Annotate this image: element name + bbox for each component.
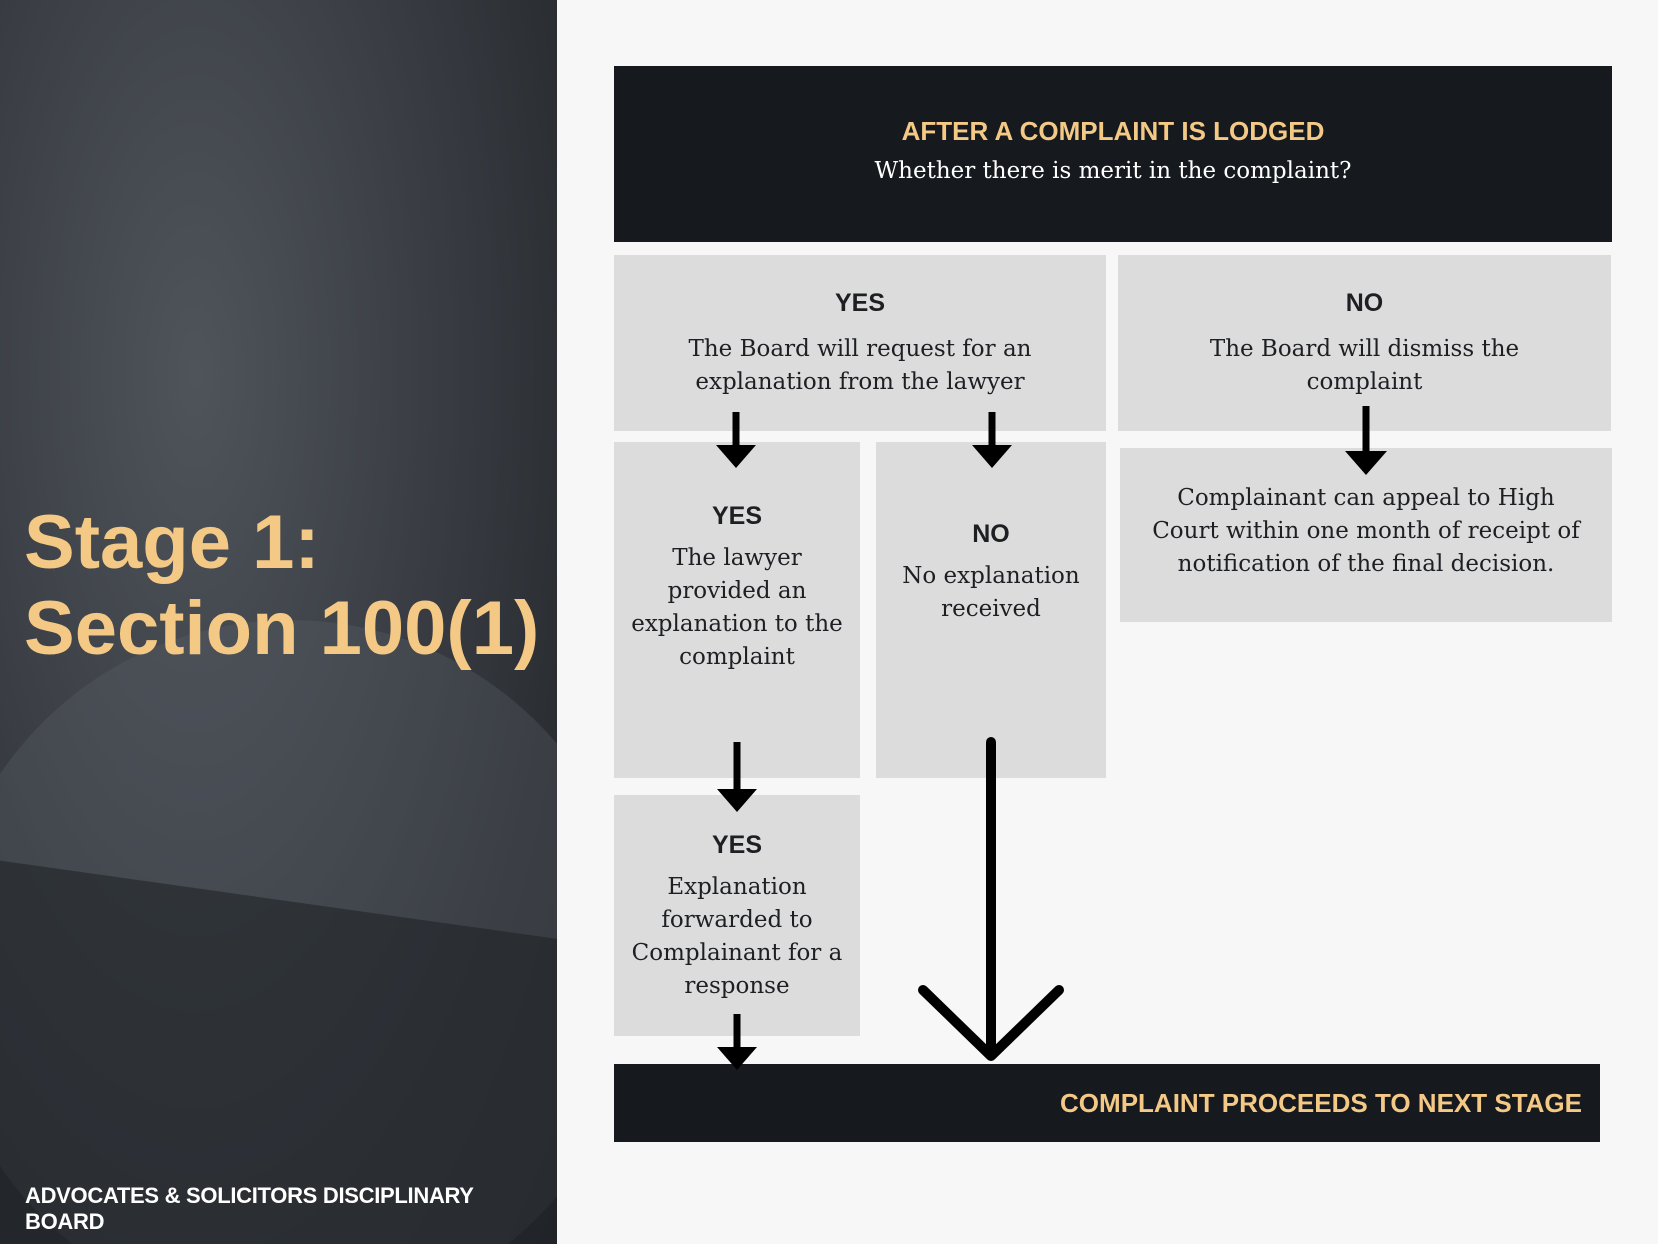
forwarded-heading: YES [711, 831, 763, 859]
no-merit-heading: NO [1345, 289, 1384, 317]
stage-title-line2: Section 100(1) [24, 586, 540, 671]
stage-title [24, 500, 544, 672]
yes-explanation-box [614, 442, 860, 778]
organization-name: ADVOCATES & SOLICITORS DISCIPLINARY BOARD [25, 1183, 474, 1234]
forwarded-text: Explanation forwarded to Complainant for a response [631, 874, 843, 999]
complaint-lodged-heading: AFTER A COMPLAINT IS LODGED [901, 116, 1325, 146]
yes-merit-text: The Board will request for an explanation from the lawyer [688, 336, 1032, 395]
merit-question: Whether there is merit in the complaint? [874, 158, 1352, 184]
next-stage-box [614, 1064, 1600, 1142]
complaint-lodged-box [614, 66, 1612, 242]
forwarded-box [614, 795, 860, 1036]
no-explanation-heading: NO [972, 520, 1010, 548]
no-explanation-text: No explanation received [902, 563, 1080, 622]
yes-explanation-heading: YES [711, 502, 763, 530]
yes-merit-box [614, 255, 1106, 431]
appeal-box [1120, 448, 1612, 622]
yes-merit-heading: YES [834, 289, 886, 317]
no-merit-text: The Board will dismiss the complaint [1209, 336, 1520, 395]
no-explanation-box [876, 442, 1106, 778]
sidebar-panel [0, 0, 557, 1244]
yes-explanation-text: The lawyer provided an explanation to the complaint [631, 545, 843, 670]
large-arrow-down-icon [923, 742, 1059, 1056]
stage-title-line1: Stage 1: [24, 500, 320, 585]
appeal-text: Complainant can appeal to High Court within one month of receipt of notification of the final decision. [1152, 485, 1580, 577]
no-merit-box [1118, 255, 1611, 431]
next-stage-text: COMPLAINT PROCEEDS TO NEXT STAGE [1060, 1088, 1582, 1118]
